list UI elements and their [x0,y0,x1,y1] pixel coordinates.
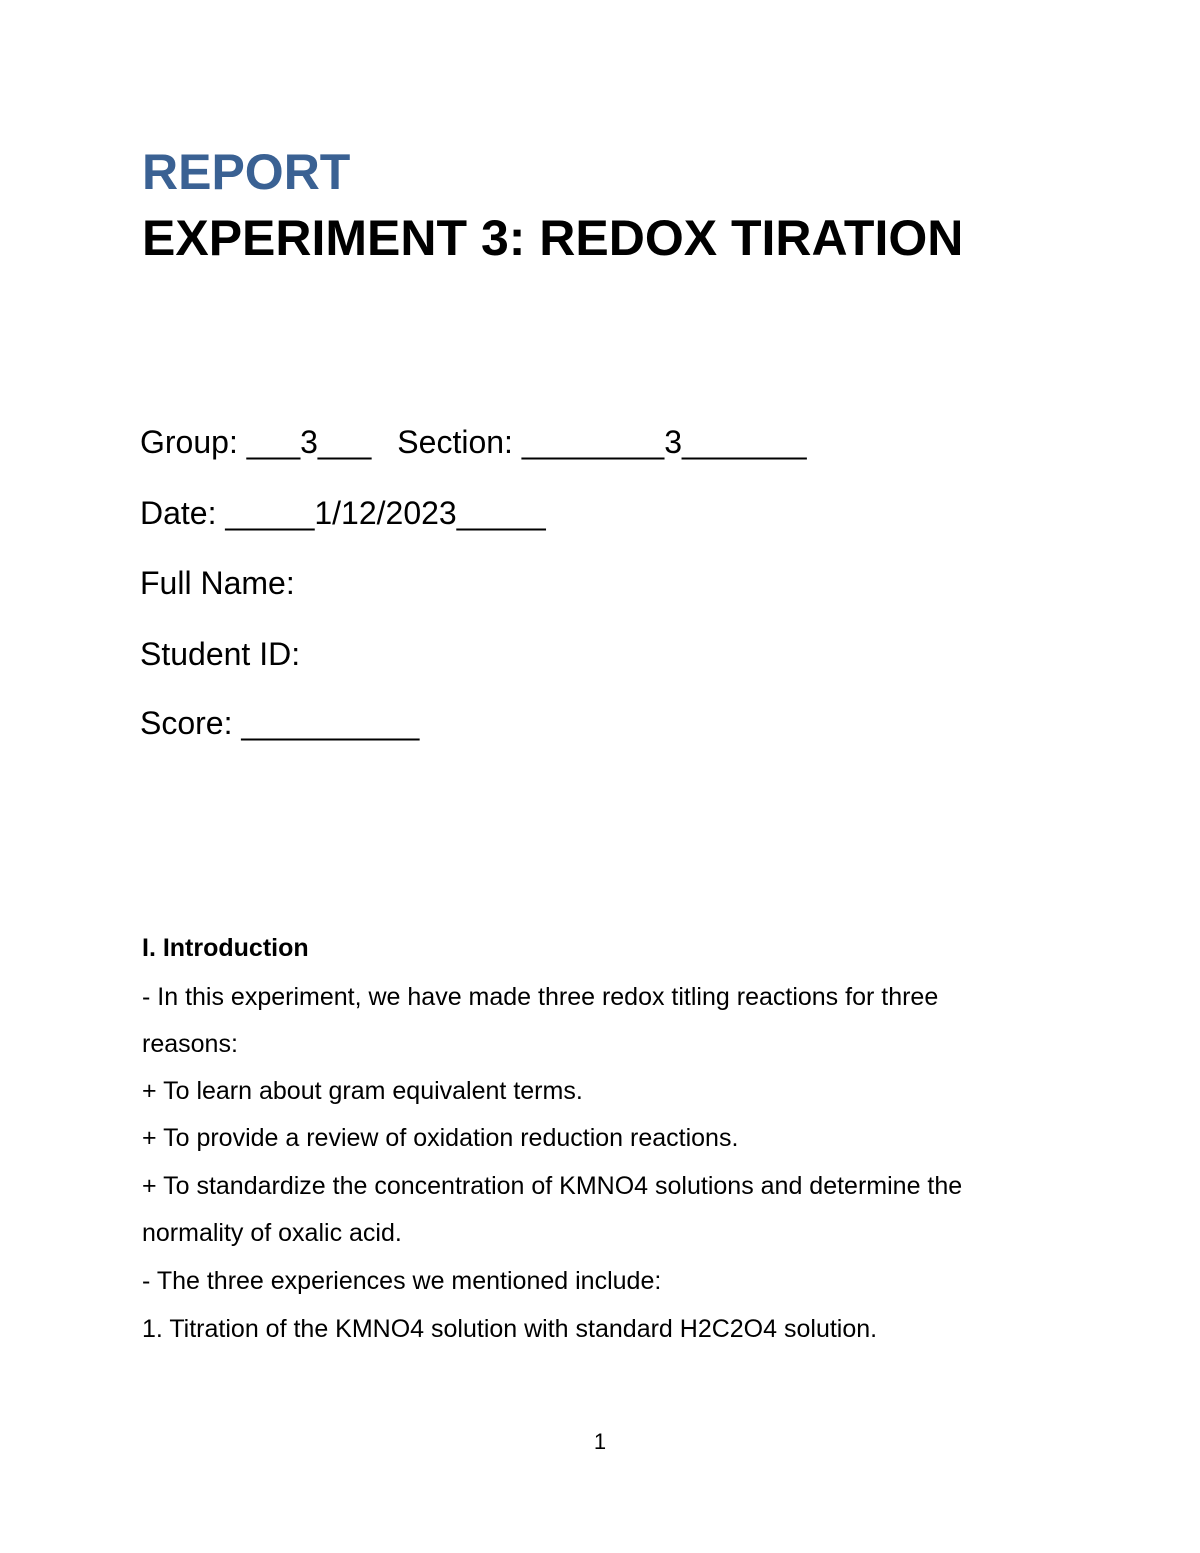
group-field: Group: ___3___ [140,424,372,460]
page-number: 1 [593,1429,607,1454]
introduction-heading: I. Introduction [142,934,309,962]
full-name-field: Full Name: [140,565,295,601]
student-id-field: Student ID: [140,636,301,672]
intro-line: normality of oxalic acid. [142,1219,402,1247]
section-field: Section: ________3_______ [397,424,807,460]
intro-line: - In this experiment, we have made three redox titling reactions for three [142,983,939,1011]
intro-line: - The three experiences we mentioned include: [142,1267,662,1295]
report-label: REPORT [142,144,351,200]
document-title: EXPERIMENT 3: REDOX TIRATION [142,210,964,266]
intro-line: 1. Titration of the KMNO4 solution with standard H2C2O4 solution. [142,1315,878,1343]
intro-line: + To provide a review of oxidation reduction reactions. [142,1124,739,1152]
intro-line: + To learn about gram equivalent terms. [142,1077,583,1105]
intro-line: reasons: [142,1030,238,1058]
intro-line: + To standardize the concentration of KMNO4 solutions and determine the [142,1172,963,1200]
score-field: Score: __________ [140,705,420,741]
date-field: Date: _____1/12/2023_____ [140,495,546,531]
group-section-row [140,422,807,462]
